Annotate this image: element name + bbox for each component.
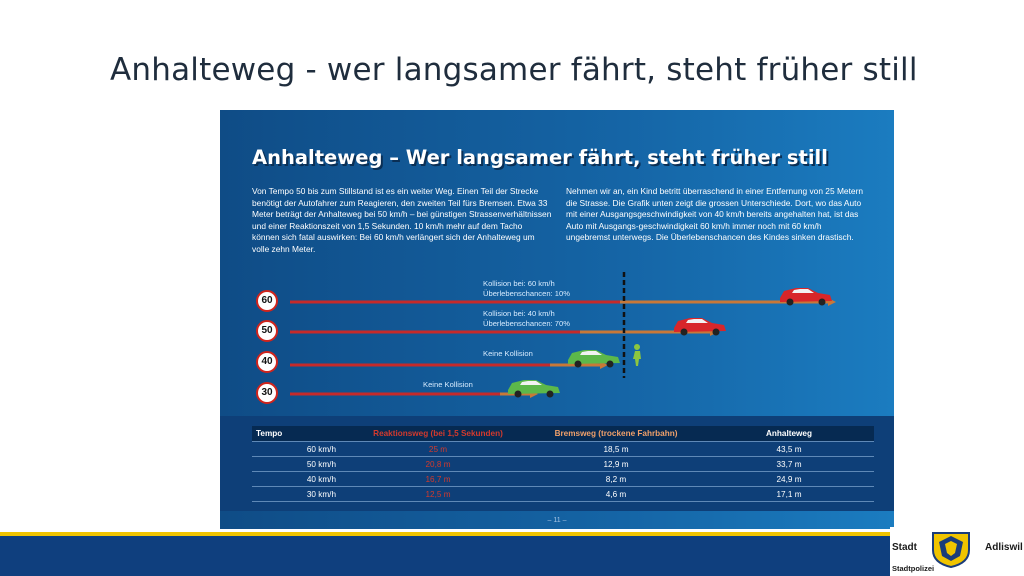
crest-icon xyxy=(930,530,972,568)
slide-title: Anhalteweg - wer langsamer fährt, steht früher still xyxy=(110,52,918,88)
logo-text-adliswil: Adliswil xyxy=(985,542,1023,553)
cell-tempo: 50 km/h xyxy=(252,457,348,472)
speed-sign-40: 40 xyxy=(256,351,278,373)
header-tempo: Tempo xyxy=(252,426,348,442)
infographic-heading: Anhalteweg – Wer langsamer fährt, steht früher still xyxy=(252,146,828,169)
speed-sign-60: 60 xyxy=(256,290,278,312)
footer-stripe xyxy=(0,532,1024,536)
stopping-distance-table xyxy=(252,426,874,502)
table-row xyxy=(252,472,874,487)
footer-bar xyxy=(0,532,1024,576)
lane-50-label-survival: Überlebenschancen: 70% xyxy=(483,319,570,328)
intro-paragraph-right: Nehmen wir an, ein Kind betritt überraschend in einer Entfernung von 25 Metern die Strasse. Die Grafik unten zeigt die grossen Unterschiede. Dort, wo das Auto mit einer Ausgangsgeschwindigkeit von 40 km/h bereits angehalten hat, ist das Auto mit Ausgangs-geschwindigkeit 60 km/h immer noch mit 60 km/h ungebremst unterwegs. Die Überlebenschancen des Kindes sinken drastisch. xyxy=(566,186,864,243)
cell-reaction: 16,7 m xyxy=(348,472,528,487)
lane-30-label: Keine Kollision xyxy=(423,380,473,389)
cell-reaction: 12,5 m xyxy=(348,487,528,502)
cell-stopping: 33,7 m xyxy=(704,457,874,472)
lane-40 xyxy=(290,361,608,369)
cell-stopping: 17,1 m xyxy=(704,487,874,502)
stopping-distance-infographic xyxy=(220,110,894,529)
cell-stopping: 43,5 m xyxy=(704,442,874,457)
header-stopping: Anhalteweg xyxy=(704,426,874,442)
lane-60-label-survival: Überlebenschancen: 10% xyxy=(483,289,570,298)
header-reaction: Reaktionsweg (bei 1,5 Sekunden) xyxy=(348,426,528,442)
lane-60 xyxy=(290,298,836,306)
table-row xyxy=(252,442,874,457)
cell-braking: 12,9 m xyxy=(528,457,704,472)
cell-braking: 18,5 m xyxy=(528,442,704,457)
speed-sign-50: 50 xyxy=(256,320,278,342)
cell-tempo: 40 km/h xyxy=(252,472,348,487)
intro-paragraph-left: Von Tempo 50 bis zum Stillstand ist es ein weiter Weg. Einen Teil der Strecke benötigt der Autofahrer zum Reagieren, den zweiten Teil fürs Bremsen. Etwa 33 Meter beträgt der Anhalteweg bei 50 km/h – bei günstigen Strassenverhältnissen und einer Reaktionszeit von 1,5 Sekunden. 10 km/h mehr auf dem Tacho können sich fatal auswirken: Bei 60 km/h verlängert sich der Anhalteweg um volle zehn Meter. xyxy=(252,186,552,254)
lane-50 xyxy=(290,328,718,336)
child-figure xyxy=(633,344,641,366)
lane-40-label: Keine Kollision xyxy=(483,349,533,358)
table-header-row xyxy=(252,426,874,442)
city-logo xyxy=(890,527,1024,576)
cell-tempo: 30 km/h xyxy=(252,487,348,502)
lane-50-label-collision: Kollision bei: 40 km/h xyxy=(483,309,555,318)
cell-reaction: 25 m xyxy=(348,442,528,457)
lane-30 xyxy=(290,390,538,398)
cell-stopping: 24,9 m xyxy=(704,472,874,487)
lane-60-label-collision: Kollision bei: 60 km/h xyxy=(483,279,555,288)
cell-reaction: 20,8 m xyxy=(348,457,528,472)
cell-braking: 8,2 m xyxy=(528,472,704,487)
speed-sign-30: 30 xyxy=(256,382,278,404)
header-braking: Bremsweg (trockene Fahrbahn) xyxy=(528,426,704,442)
page-number: – 11 – xyxy=(547,517,567,524)
logo-text-stadtpolizei: Stadtpolizei xyxy=(892,564,935,573)
cell-tempo: 60 km/h xyxy=(252,442,348,457)
table-row xyxy=(252,457,874,472)
cell-braking: 4,6 m xyxy=(528,487,704,502)
table-row xyxy=(252,487,874,502)
logo-text-stadt: Stadt xyxy=(892,542,917,553)
